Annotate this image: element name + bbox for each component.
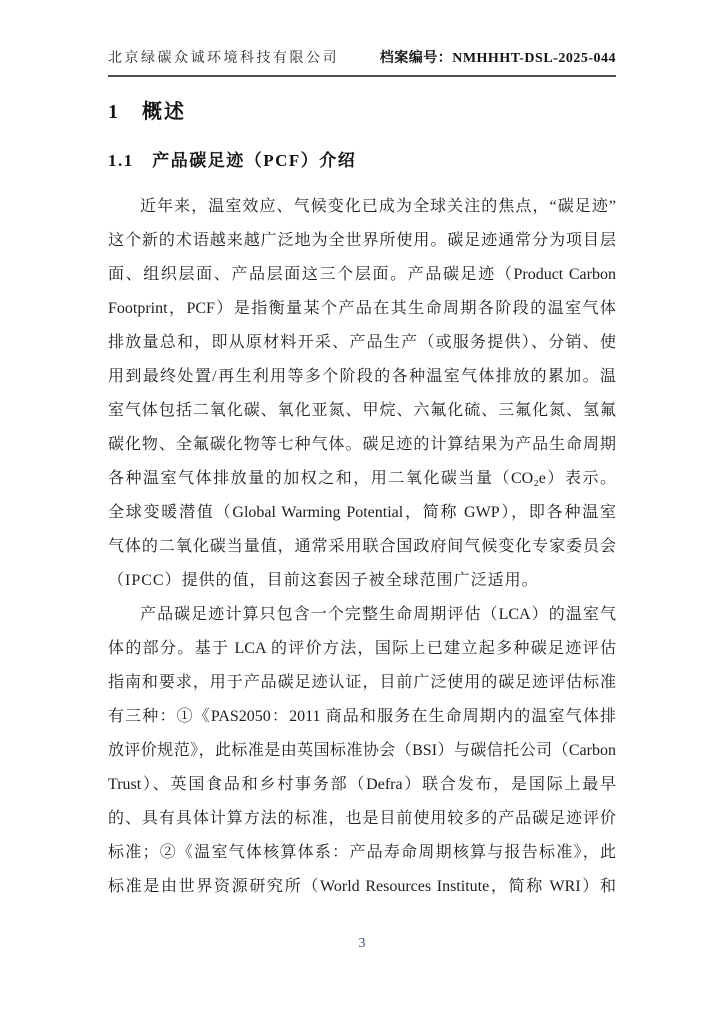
text-line: 碳化物、全氟碳化物等七种气体。碳足迹的计算结果为产品生命周期 [108,436,616,453]
text-line: 全球变暖潜值（Global Warming Potential，简称 GWP），即各种温室 [108,504,616,521]
section-heading-1-1: 1.1 产品碳足迹（PCF）介绍 [108,151,357,170]
text-line: 气体的二氧化碳当量值，通常采用联合国政府间气候变化专家委员会 [108,538,616,555]
header-company-name: 北京绿碳众诚环境科技有限公司 [108,51,339,66]
text-line: （IPCC）提供的值，目前这套因子被全球范围广泛适用。 [108,572,539,589]
paragraph-2 [108,598,616,904]
document-body [108,190,616,904]
text-line: 的、具有具体计算方法的标准，也是目前使用较多的产品碳足迹评价 [108,810,616,827]
header-file-number: 档案编号：NMHHHT-DSL-2025-044 [379,51,616,66]
text-line: 这个新的术语越来越广泛地为全世界所使用。碳足迹通常分为项目层 [108,232,616,249]
text-line: 排放量总和，即从原材料开采、产品生产（或服务提供）、分销、使 [108,334,616,351]
text-line: 各种温室气体排放量的加权之和，用二氧化碳当量（CO₂e）表示。 [108,470,616,487]
page-number: 3 [358,936,366,951]
text-line: 标准；②《温室气体核算体系：产品寿命周期核算与报告标准》，此 [108,844,616,861]
section-heading-1: 1 概述 [108,101,186,123]
text-line: 有三种：①《PAS2050：2011 商品和服务在生命周期内的温室气体排 [108,708,616,725]
text-line: 近年来，温室效应、气候变化已成为全球关注的焦点，“碳足迹” [140,198,616,215]
text-line: 面、组织层面、产品层面这三个层面。产品碳足迹（Product Carbon [108,266,616,283]
text-line: 标准是由世界资源研究所（World Resources Institute，简称 WRI）和 [108,878,616,895]
text-line: Trust）、英国食品和乡村事务部（Defra）联合发布，是国际上最早 [108,776,616,793]
page-header [108,50,616,77]
text-line: 体的部分。基于 LCA 的评价方法，国际上已建立起多种碳足迹评估 [108,640,616,657]
text-line: 产品碳足迹计算只包含一个完整生命周期评估（LCA）的温室气 [140,606,616,623]
text-line: 指南和要求，用于产品碳足迹认证，目前广泛使用的碳足迹评估标准 [108,674,616,691]
text-line: Footprint，PCF）是指衡量某个产品在其生命周期各阶段的温室气体 [108,300,616,317]
text-line: 室气体包括二氧化碳、氧化亚氮、甲烷、六氟化硫、三氟化氮、氢氟 [108,402,616,419]
paragraph-1 [108,190,616,598]
text-line: 用到最终处置/再生利用等多个阶段的各种温室气体排放的累加。温 [108,368,616,385]
text-line: 放评价规范》，此标准是由英国标准协会（BSI）与碳信托公司（Carbon [108,742,616,759]
